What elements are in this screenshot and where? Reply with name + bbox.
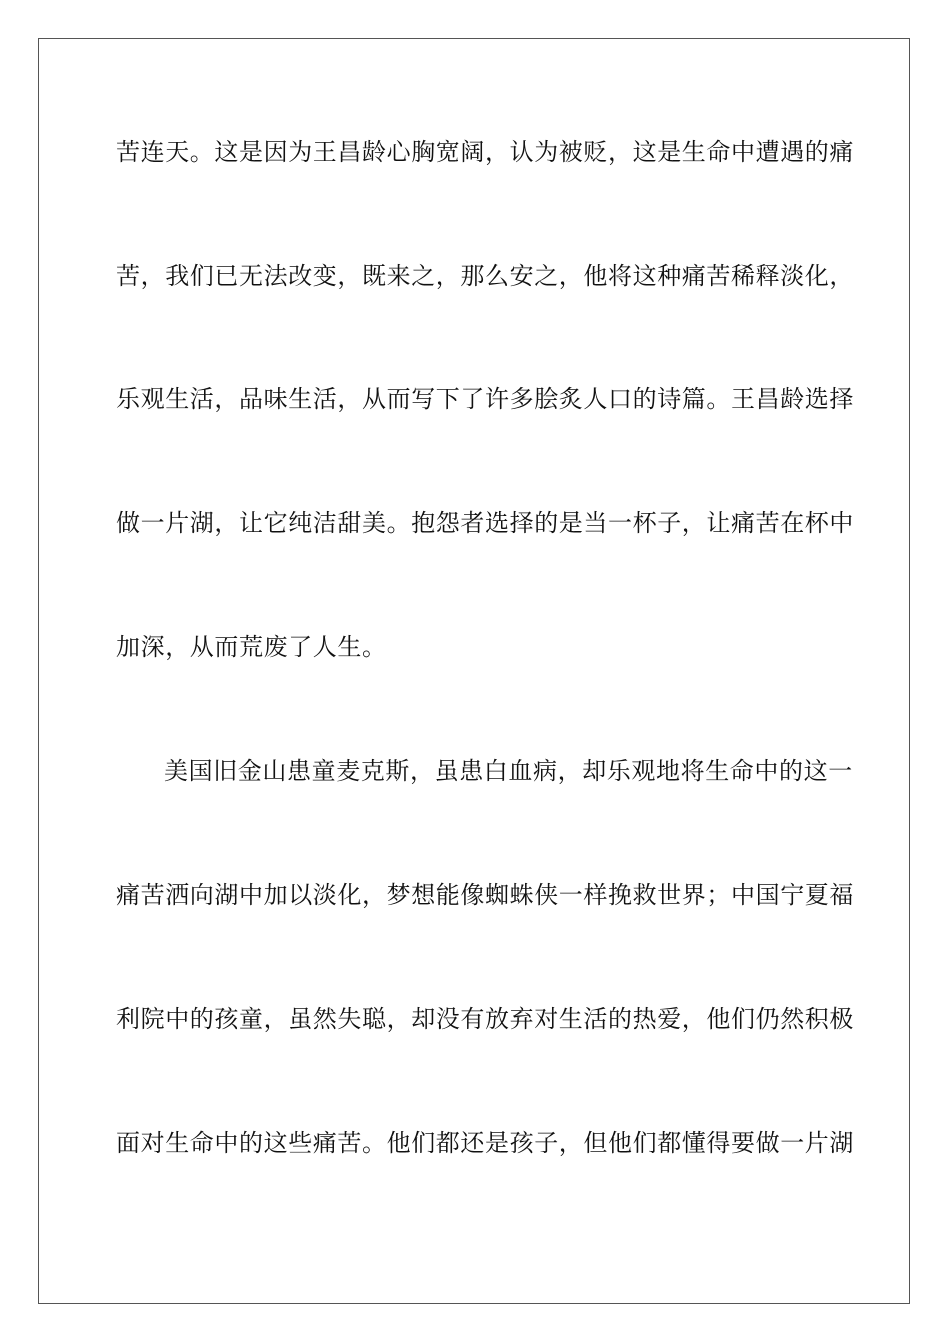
paragraph-line: 乐观生活，品味生活，从而写下了许多脍炙人口的诗篇。王昌龄选择 bbox=[116, 385, 854, 413]
paragraph-line: 痛苦洒向湖中加以淡化，梦想能像蜘蛛侠一样挽救世界；中国宁夏福 bbox=[116, 881, 854, 909]
paragraph-line: 苦，我们已无法改变，既来之，那么安之，他将这种痛苦稀释淡化， bbox=[116, 262, 854, 290]
paragraph-line: 苦连天。这是因为王昌龄心胸宽阔，认为被贬，这是生命中遭遇的痛 bbox=[116, 138, 854, 166]
paragraph-line: 加深，从而荒废了人生。 bbox=[116, 633, 387, 661]
paragraph-line: 利院中的孩童，虽然失聪，却没有放弃对生活的热爱，他们仍然积极 bbox=[116, 1005, 854, 1033]
paragraph-line: 做一片湖，让它纯洁甜美。抱怨者选择的是当一杯子，让痛苦在杯中 bbox=[116, 509, 854, 537]
paragraph-line: 美国旧金山患童麦克斯，虽患白血病，却乐观地将生命中的这一 bbox=[164, 757, 853, 785]
page-border bbox=[38, 38, 910, 1304]
paragraph-line: 面对生命中的这些痛苦。他们都还是孩子，但他们都懂得要做一片湖 bbox=[116, 1129, 854, 1157]
